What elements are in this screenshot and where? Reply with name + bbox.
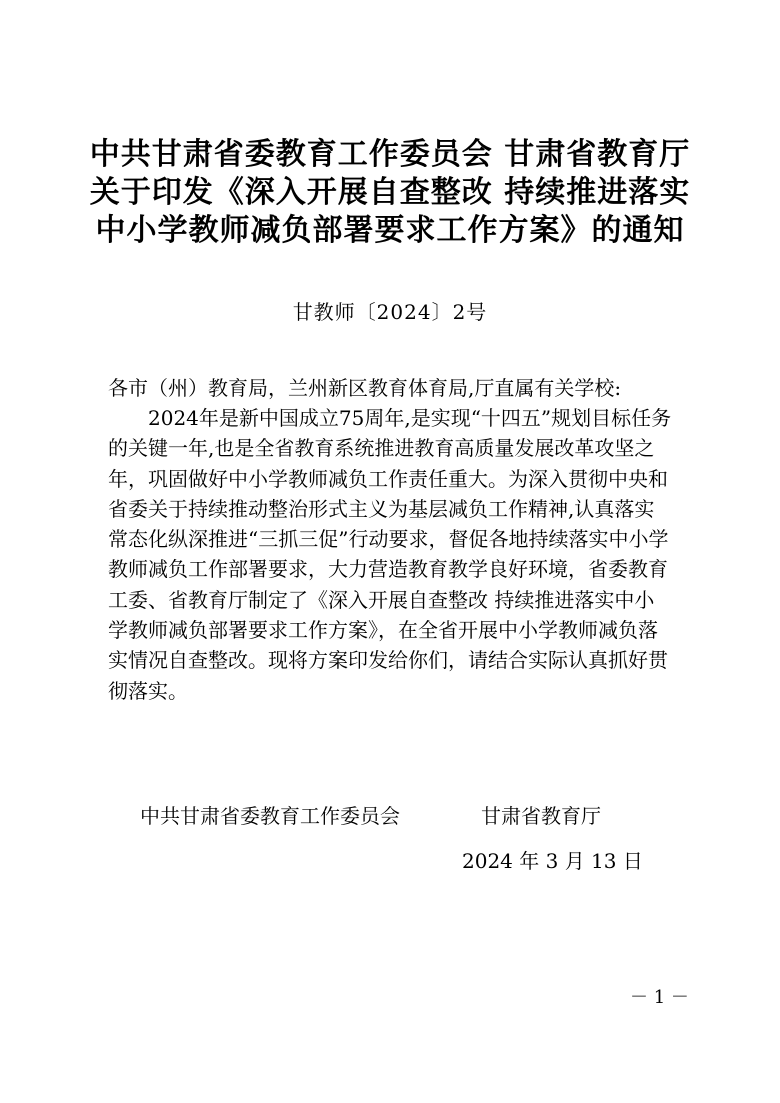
body-line: 常态化纵深推进“三抓三促”行动要求，督促各地持续落实中小学 (108, 527, 669, 552)
issue-date: 2024 年 3 月 13 日 (462, 849, 643, 873)
page-number: － 1 － (630, 987, 689, 1008)
body-line: 学教师减负部署要求工作方案》，在全省开展中小学教师减负落 (108, 618, 658, 643)
body-line: 年，巩固做好中小学教师减负工作责任重大。为深入贯彻中央和 (108, 466, 668, 491)
document-title (0, 136, 780, 250)
body-line: 工委、省教育厅制定了《深入开展自查整改 持续推进落实中小 (108, 587, 655, 612)
body-line: 实情况自查整改。现将方案印发给你们，请结合实际认真抓好贯 (108, 648, 668, 673)
body-line: 的关键一年,也是全省教育系统推进教育高质量发展改革攻坚之 (108, 436, 655, 461)
signatory-party-committee: 中共甘肃省委教育工作委员会 (140, 804, 400, 828)
title-line: 中小学教师减负部署要求工作方案》的通知 (95, 213, 685, 248)
body-text (108, 403, 683, 706)
signatory-education-department: 甘肃省教育厅 (481, 804, 601, 828)
document-number: 甘教师〔2024〕2号 (292, 300, 488, 324)
body-line: 教师减负工作部署要求，大力营造教育教学良好环境，省委教育 (108, 557, 668, 582)
title-line: 关于印发《深入开展自查整改 持续推进落实 (89, 175, 691, 210)
body-line: 2024年是新中国成立75周年,是实现“十四五”规划目标任务 (108, 406, 672, 430)
title-line: 中共甘肃省委教育工作委员会 甘肃省教育厅 (89, 137, 691, 172)
body-line: 省委关于持续推动整治形式主义为基层减负工作精神,认真落实 (108, 496, 655, 521)
addressee: 各市（州）教育局，兰州新区教育体育局,厅直属有关学校: (108, 376, 622, 400)
body-line: 彻落实。 (108, 678, 188, 703)
